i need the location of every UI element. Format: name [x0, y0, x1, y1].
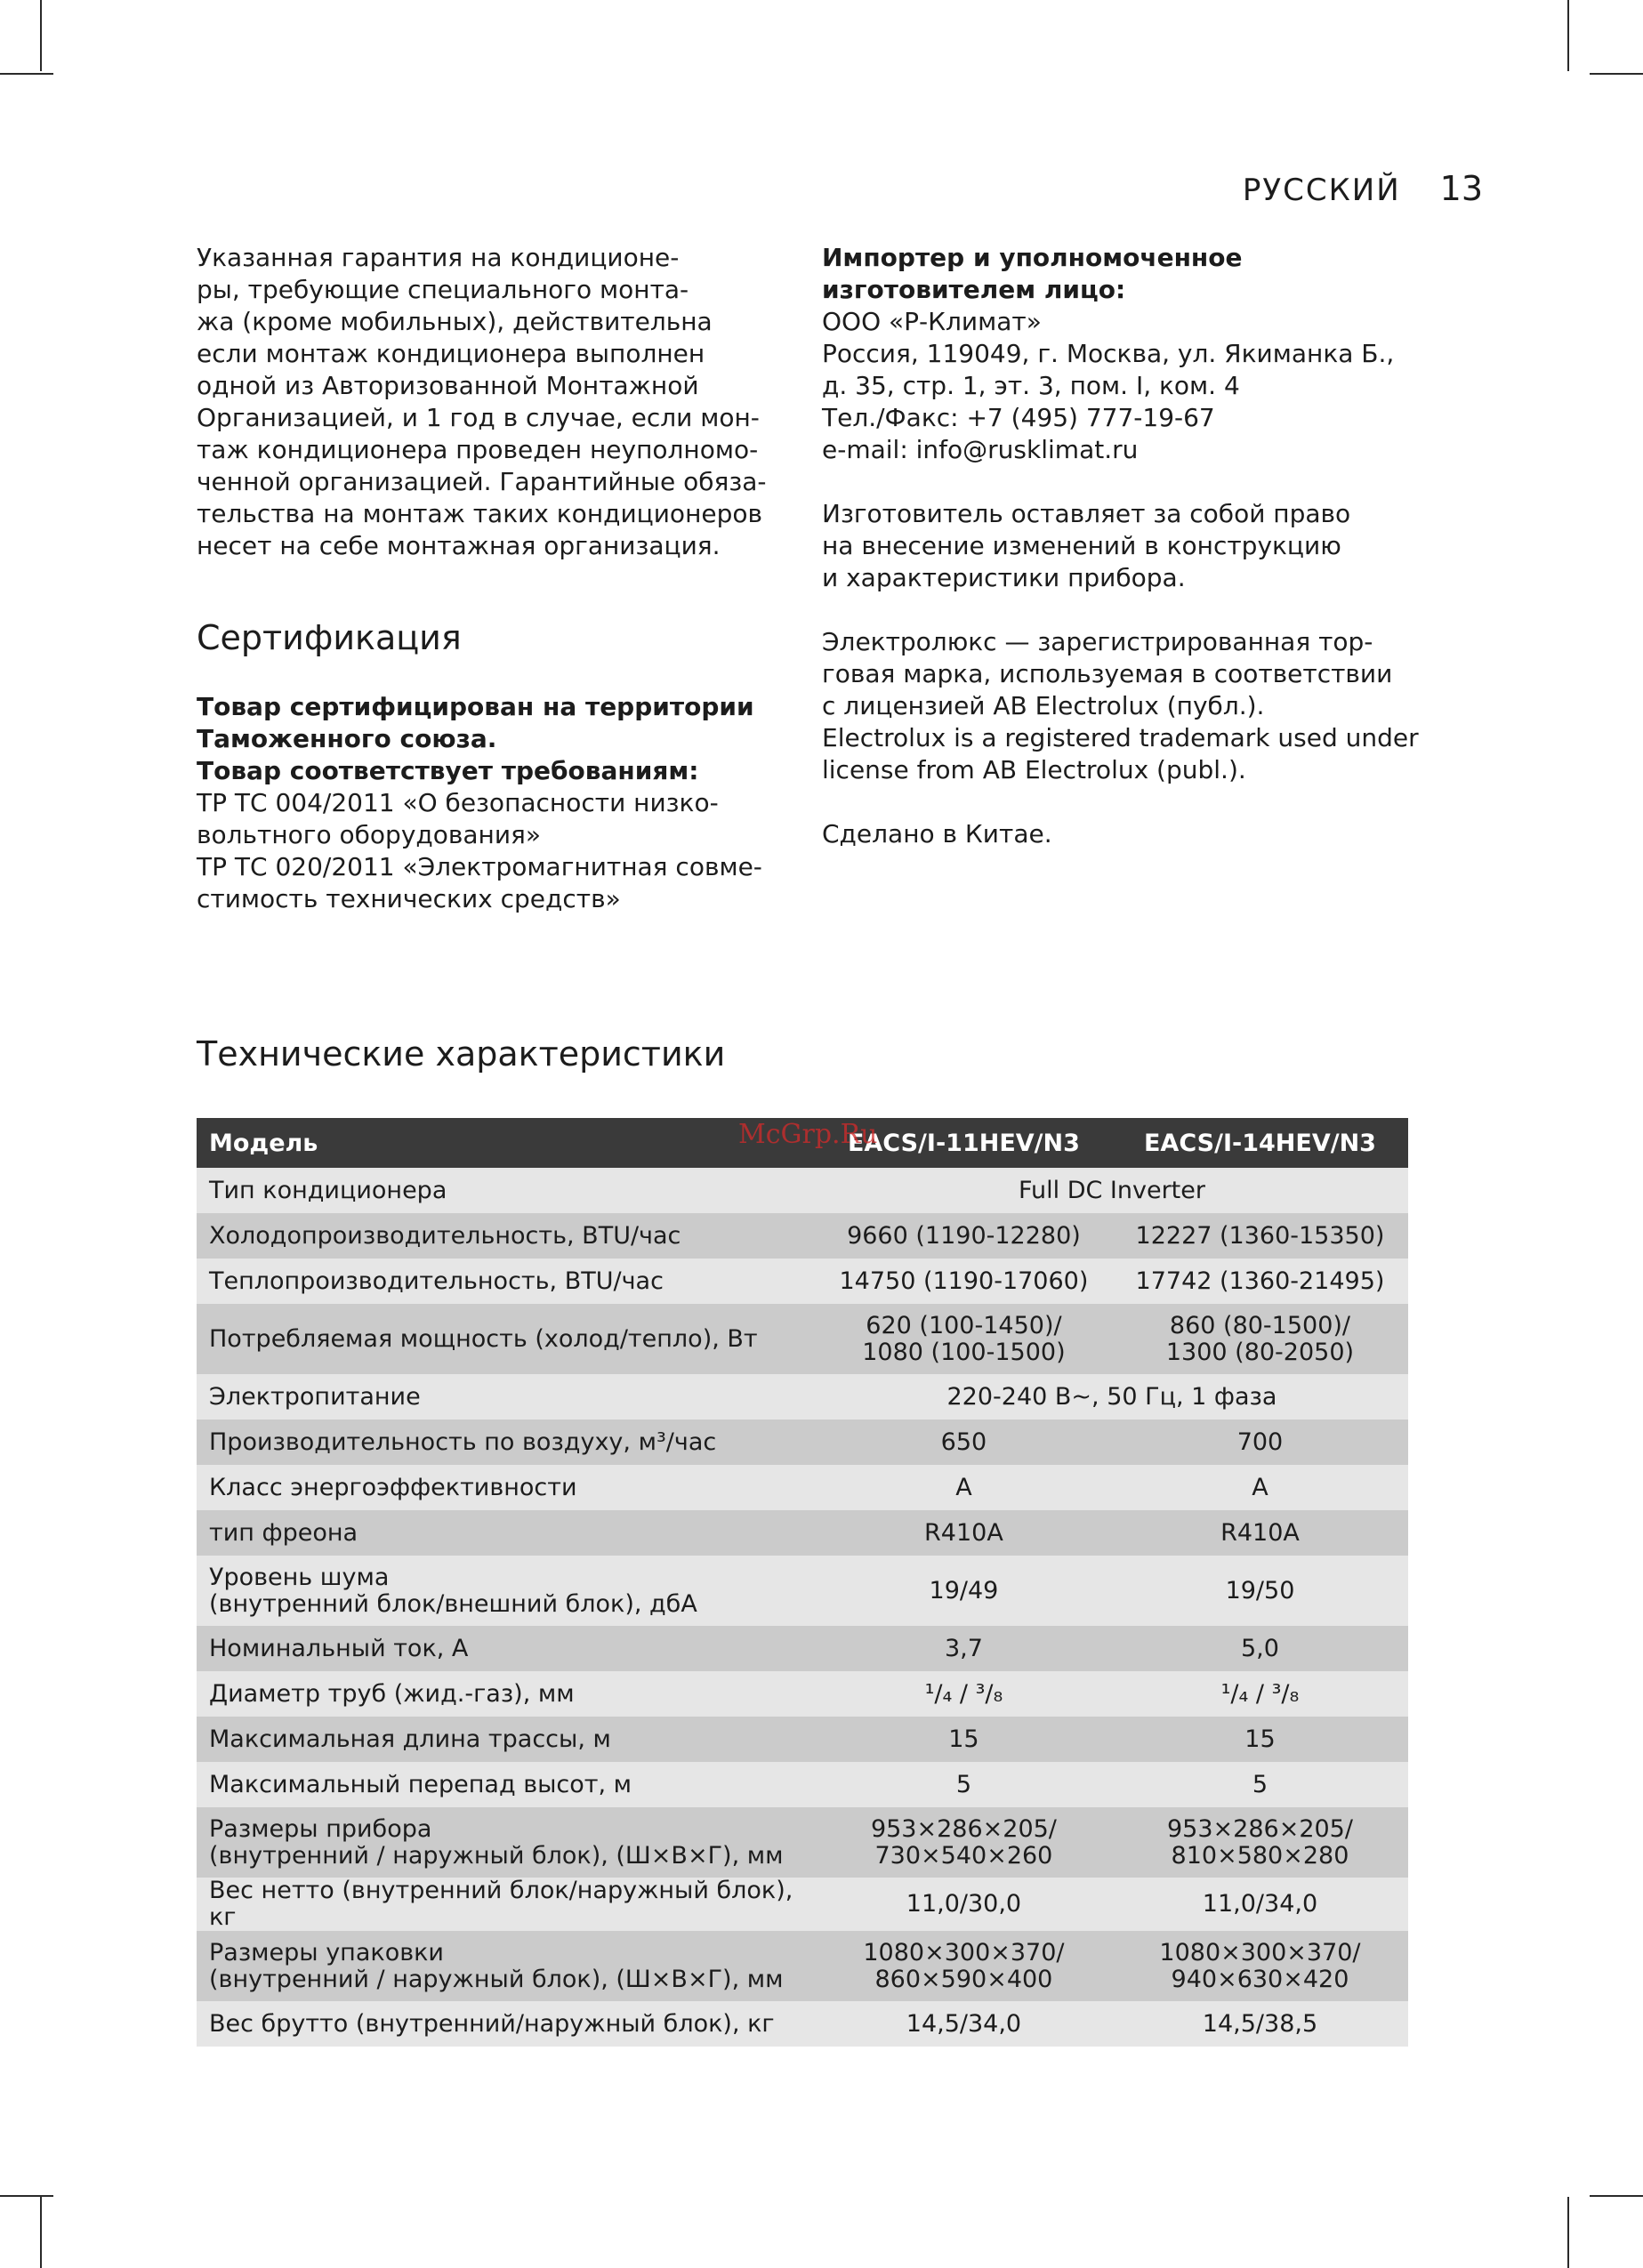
- model-2-value: [1112, 1878, 1408, 1931]
- model-2-value: [1112, 1671, 1408, 1717]
- param-label-line: Теплопроизводительность, BTU/час: [209, 1267, 664, 1295]
- model-1-value: [816, 1931, 1112, 2001]
- spec-table: [197, 1118, 1408, 2047]
- param-label-line: (внутренний блок/внешний блок), дбА: [209, 1589, 697, 1618]
- table-row: [197, 1671, 1408, 1717]
- model-2-value: [1112, 1717, 1408, 1762]
- certification-line: ТР ТС 004/2011 «О безопасности низко-: [197, 788, 719, 817]
- certification-bold-lines: [197, 691, 784, 787]
- trademark-line: license from AB Electrolux (publ.).: [822, 755, 1246, 784]
- param-label-line: Размеры упаковки: [209, 1938, 444, 1966]
- model-2-value-line: 1080×300×370/: [1159, 1938, 1361, 1966]
- certification-line: стимость технических средств»: [197, 884, 621, 913]
- tech-specs-heading: Технические характеристики: [197, 1034, 726, 1074]
- param-label: [197, 1213, 816, 1259]
- param-label-line: Максимальная длина трассы, м: [209, 1725, 611, 1753]
- model-2-value-line: 17742 (1360-21495): [1135, 1267, 1385, 1295]
- model-1-value-line: 730×540×260: [874, 1841, 1053, 1870]
- merged-value: Full DC Inverter: [816, 1168, 1408, 1213]
- warranty-line: одной из Авторизованной Монтажной: [197, 371, 699, 400]
- certification-bold-line: Товар соответствует требованиям:: [197, 756, 699, 785]
- rights-line: Изготовитель оставляет за собой право: [822, 499, 1351, 528]
- model-1-value: [816, 1807, 1112, 1878]
- model-1-value-line: ¹/₄ / ³/₈: [924, 1679, 1003, 1708]
- model-1-value-line: 1080×300×370/: [863, 1938, 1065, 1966]
- param-label-line: Класс энергоэффективности: [209, 1473, 577, 1501]
- warranty-line: тельства на монтаж таких кондиционеров: [197, 499, 763, 528]
- model-1-value: [816, 1762, 1112, 1807]
- crop-mark: [40, 2197, 42, 2268]
- model-1-value: [816, 2001, 1112, 2047]
- model-1-value-line: 1080 (100-1500): [862, 1338, 1066, 1366]
- param-label-line: Потребляемая мощность (холод/тепло), Вт: [209, 1324, 758, 1353]
- model-1-value-line: 3,7: [944, 1634, 983, 1662]
- model-1-value-line: 14,5/34,0: [906, 2009, 1022, 2038]
- trademark-line: говая марка, используемая в соответствии: [822, 659, 1393, 688]
- table-row: [197, 1465, 1408, 1510]
- crop-mark: [40, 0, 42, 71]
- param-label: [197, 1304, 816, 1374]
- param-label-line: Вес нетто (внутренний блок/наружный блок), кг: [209, 1877, 793, 1931]
- model-1-value-line: 14750 (1190-17060): [839, 1267, 1089, 1295]
- importer-line: Россия, 119049, г. Москва, ул. Якиманка Б.,: [822, 339, 1395, 368]
- model-2-value: [1112, 1510, 1408, 1556]
- param-label-line: тип фреона: [209, 1518, 358, 1547]
- importer-line: д. 35, стр. 1, эт. 3, пом. I, ком. 4: [822, 371, 1240, 400]
- warranty-lines: [197, 242, 784, 562]
- crop-mark: [1590, 2195, 1643, 2197]
- model-2-value-line: 11,0/34,0: [1202, 1890, 1318, 1918]
- table-row: [197, 1304, 1408, 1374]
- param-label: [197, 1510, 816, 1556]
- param-label-line: Тип кондиционера: [209, 1176, 447, 1204]
- param-label: [197, 1374, 816, 1420]
- param-label: [197, 1168, 816, 1213]
- model-2-value: [1112, 1420, 1408, 1465]
- model-1-value: [816, 1510, 1112, 1556]
- header-model: Модель: [197, 1118, 816, 1168]
- table-row: [197, 1168, 1408, 1213]
- importer-line: ООО «Р-Климат»: [822, 307, 1042, 336]
- importer-bold-lines: [822, 242, 1462, 306]
- param-label-line: Максимальный перепад высот, м: [209, 1770, 632, 1798]
- importer-line: Тел./Факс: +7 (495) 777-19-67: [822, 403, 1215, 432]
- crop-mark: [1567, 2197, 1569, 2268]
- param-label: [197, 1807, 816, 1878]
- param-label-line: Вес брутто (внутренний/наружный блок), кг: [209, 2009, 775, 2038]
- param-label: [197, 1465, 816, 1510]
- model-1-value-line: 11,0/30,0: [906, 1890, 1022, 1918]
- page-number: 13: [1439, 169, 1483, 208]
- importer-lines: [822, 306, 1462, 466]
- model-1-value-line: 5: [955, 1770, 972, 1798]
- param-label: [197, 1259, 816, 1304]
- trademark-line: Электролюкс — зарегистрированная тор-: [822, 627, 1373, 656]
- model-2-value-line: 19/50: [1225, 1576, 1295, 1604]
- table-row: [197, 1420, 1408, 1465]
- model-2-value: [1112, 1626, 1408, 1671]
- model-2-value-line: 700: [1236, 1428, 1284, 1456]
- warranty-line: таж кондиционера проведен неуполномо-: [197, 435, 759, 464]
- param-label: [197, 1717, 816, 1762]
- page-header: [1243, 169, 1483, 208]
- param-label: [197, 1626, 816, 1671]
- table-row: [197, 1878, 1408, 1931]
- importer-bold-line: Импортер и уполномоченное: [822, 243, 1243, 272]
- model-2-value-line: 1300 (80-2050): [1165, 1338, 1355, 1366]
- model-2-value-line: ¹/₄ / ³/₈: [1220, 1679, 1300, 1708]
- crop-mark: [0, 2195, 53, 2197]
- crop-mark: [0, 73, 53, 75]
- model-1-value-line: 650: [940, 1428, 987, 1456]
- model-1-value: [816, 1717, 1112, 1762]
- model-2-value-line: 12227 (1360-15350): [1135, 1221, 1385, 1250]
- warranty-line: ченной организацией. Гарантийные обяза-: [197, 467, 767, 496]
- model-1-value: [816, 1259, 1112, 1304]
- param-label: [197, 1420, 816, 1465]
- param-label-line: Диаметр труб (жид.-газ), мм: [209, 1679, 575, 1708]
- table-row: [197, 1374, 1408, 1420]
- model-2-value-line: A: [1252, 1473, 1268, 1501]
- importer-block: [822, 242, 1462, 850]
- warranty-line: Организацией, и 1 год в случае, если мон-: [197, 403, 760, 432]
- model-2-value-line: R410A: [1220, 1518, 1300, 1547]
- model-1-value: [816, 1878, 1112, 1931]
- param-label-line: Электропитание: [209, 1382, 421, 1411]
- crop-mark: [1567, 0, 1569, 71]
- certification-bold-line: Таможенного союза.: [197, 724, 497, 753]
- model-2-value: [1112, 1807, 1408, 1878]
- model-1-value-line: 9660 (1190-12280): [847, 1221, 1081, 1250]
- model-1-value: [816, 1213, 1112, 1259]
- rights-line: и характеристики прибора.: [822, 563, 1186, 592]
- param-label: [197, 1762, 816, 1807]
- trademark-line: Electrolux is a registered trademark used under: [822, 723, 1419, 752]
- certification-bold-line: Товар сертифицирован на территории: [197, 692, 754, 721]
- param-label-line: Холодопроизводительность, BTU/час: [209, 1221, 681, 1250]
- model-1-value: [816, 1304, 1112, 1374]
- model-1-value: [816, 1465, 1112, 1510]
- param-label-line: Номинальный ток, А: [209, 1634, 469, 1662]
- table-row: [197, 1213, 1408, 1259]
- model-2-value: [1112, 1259, 1408, 1304]
- param-label: [197, 1671, 816, 1717]
- param-label: [197, 1931, 816, 2001]
- model-1-value-line: 19/49: [929, 1576, 999, 1604]
- model-1-value-line: R410A: [924, 1518, 1003, 1547]
- model-2-value: [1112, 1304, 1408, 1374]
- certification-lines: [197, 787, 784, 915]
- table-row: [197, 1510, 1408, 1556]
- watermark: McGrp.Ru: [738, 1119, 878, 1150]
- rights-line: на внесение изменений в конструкцию: [822, 531, 1341, 560]
- importer-line: e-mail: info@rusklimat.ru: [822, 435, 1139, 464]
- param-label-line: (внутренний / наружный блок), (Ш×В×Г), мм: [209, 1841, 784, 1870]
- param-label-line: Размеры прибора: [209, 1814, 432, 1843]
- warranty-line: жа (кроме мобильных), действительна: [197, 307, 713, 336]
- model-2-value: [1112, 1931, 1408, 2001]
- warranty-line: ры, требующие специального монта-: [197, 275, 689, 304]
- trademark-line: с лицензией AB Electrolux (публ.).: [822, 691, 1265, 720]
- param-label: [197, 1556, 816, 1626]
- trademark-paragraph: [822, 626, 1462, 786]
- model-1-value: [816, 1556, 1112, 1626]
- model-1-value-line: 15: [948, 1725, 979, 1753]
- model-1-value: [816, 1420, 1112, 1465]
- model-2-value: [1112, 1556, 1408, 1626]
- language-label: РУССКИЙ: [1242, 173, 1401, 208]
- table-row: [197, 1259, 1408, 1304]
- certification-line: вольтного оборудования»: [197, 820, 542, 849]
- model-1-value: [816, 1671, 1112, 1717]
- certification-heading: Сертификация: [197, 618, 462, 657]
- certification-block: [197, 691, 784, 915]
- param-label-line: Уровень шума: [209, 1563, 390, 1591]
- rights-paragraph: [822, 498, 1462, 594]
- table-row: [197, 1626, 1408, 1671]
- model-2-value-line: 14,5/38,5: [1202, 2009, 1318, 2038]
- merged-value: 220-240 В~, 50 Гц, 1 фаза: [816, 1374, 1408, 1420]
- importer-bold-line: изготовителем лицо:: [822, 275, 1126, 304]
- made-in-text: Сделано в Китае.: [822, 819, 1052, 848]
- model-2-value-line: 5: [1252, 1770, 1268, 1798]
- table-row: [197, 1807, 1408, 1878]
- table-row: [197, 2001, 1408, 2047]
- header-model-2: EACS/I-14HEV/N3: [1112, 1118, 1408, 1168]
- model-1-value-line: 620 (100-1450)/: [866, 1311, 1062, 1339]
- param-label-line: (внутренний / наружный блок), (Ш×В×Г), мм: [209, 1965, 784, 1993]
- model-1-value-line: 953×286×205/: [870, 1814, 1057, 1843]
- warranty-line: если монтаж кондиционера выполнен: [197, 339, 705, 368]
- param-label-line: Производительность по воздуху, м³/час: [209, 1428, 717, 1456]
- warranty-line: Указанная гарантия на кондиционе-: [197, 243, 680, 272]
- model-2-value: [1112, 2001, 1408, 2047]
- model-2-value-line: 953×286×205/: [1167, 1814, 1353, 1843]
- warranty-paragraph: [197, 242, 784, 562]
- model-2-value: [1112, 1465, 1408, 1510]
- model-2-value-line: 5,0: [1241, 1634, 1279, 1662]
- model-1-value-line: A: [955, 1473, 972, 1501]
- table-row: [197, 1931, 1408, 2001]
- model-2-value: [1112, 1213, 1408, 1259]
- crop-mark: [1590, 73, 1643, 75]
- model-2-value: [1112, 1762, 1408, 1807]
- certification-line: ТР ТС 020/2011 «Электромагнитная совме-: [197, 852, 762, 881]
- table-row: [197, 1717, 1408, 1762]
- table-row: [197, 1762, 1408, 1807]
- model-2-value-line: 860 (80-1500)/: [1169, 1311, 1351, 1339]
- model-1-value: [816, 1626, 1112, 1671]
- warranty-line: несет на себе монтажная организация.: [197, 531, 721, 560]
- model-1-value-line: 860×590×400: [874, 1965, 1053, 1993]
- table-row: [197, 1556, 1408, 1626]
- model-2-value-line: 940×630×420: [1171, 1965, 1349, 1993]
- model-2-value-line: 15: [1244, 1725, 1276, 1753]
- param-label: [197, 1878, 816, 1931]
- model-2-value-line: 810×580×280: [1171, 1841, 1349, 1870]
- param-label: [197, 2001, 816, 2047]
- header-model-1: EACS/I-11HEV/N3: [816, 1118, 1112, 1168]
